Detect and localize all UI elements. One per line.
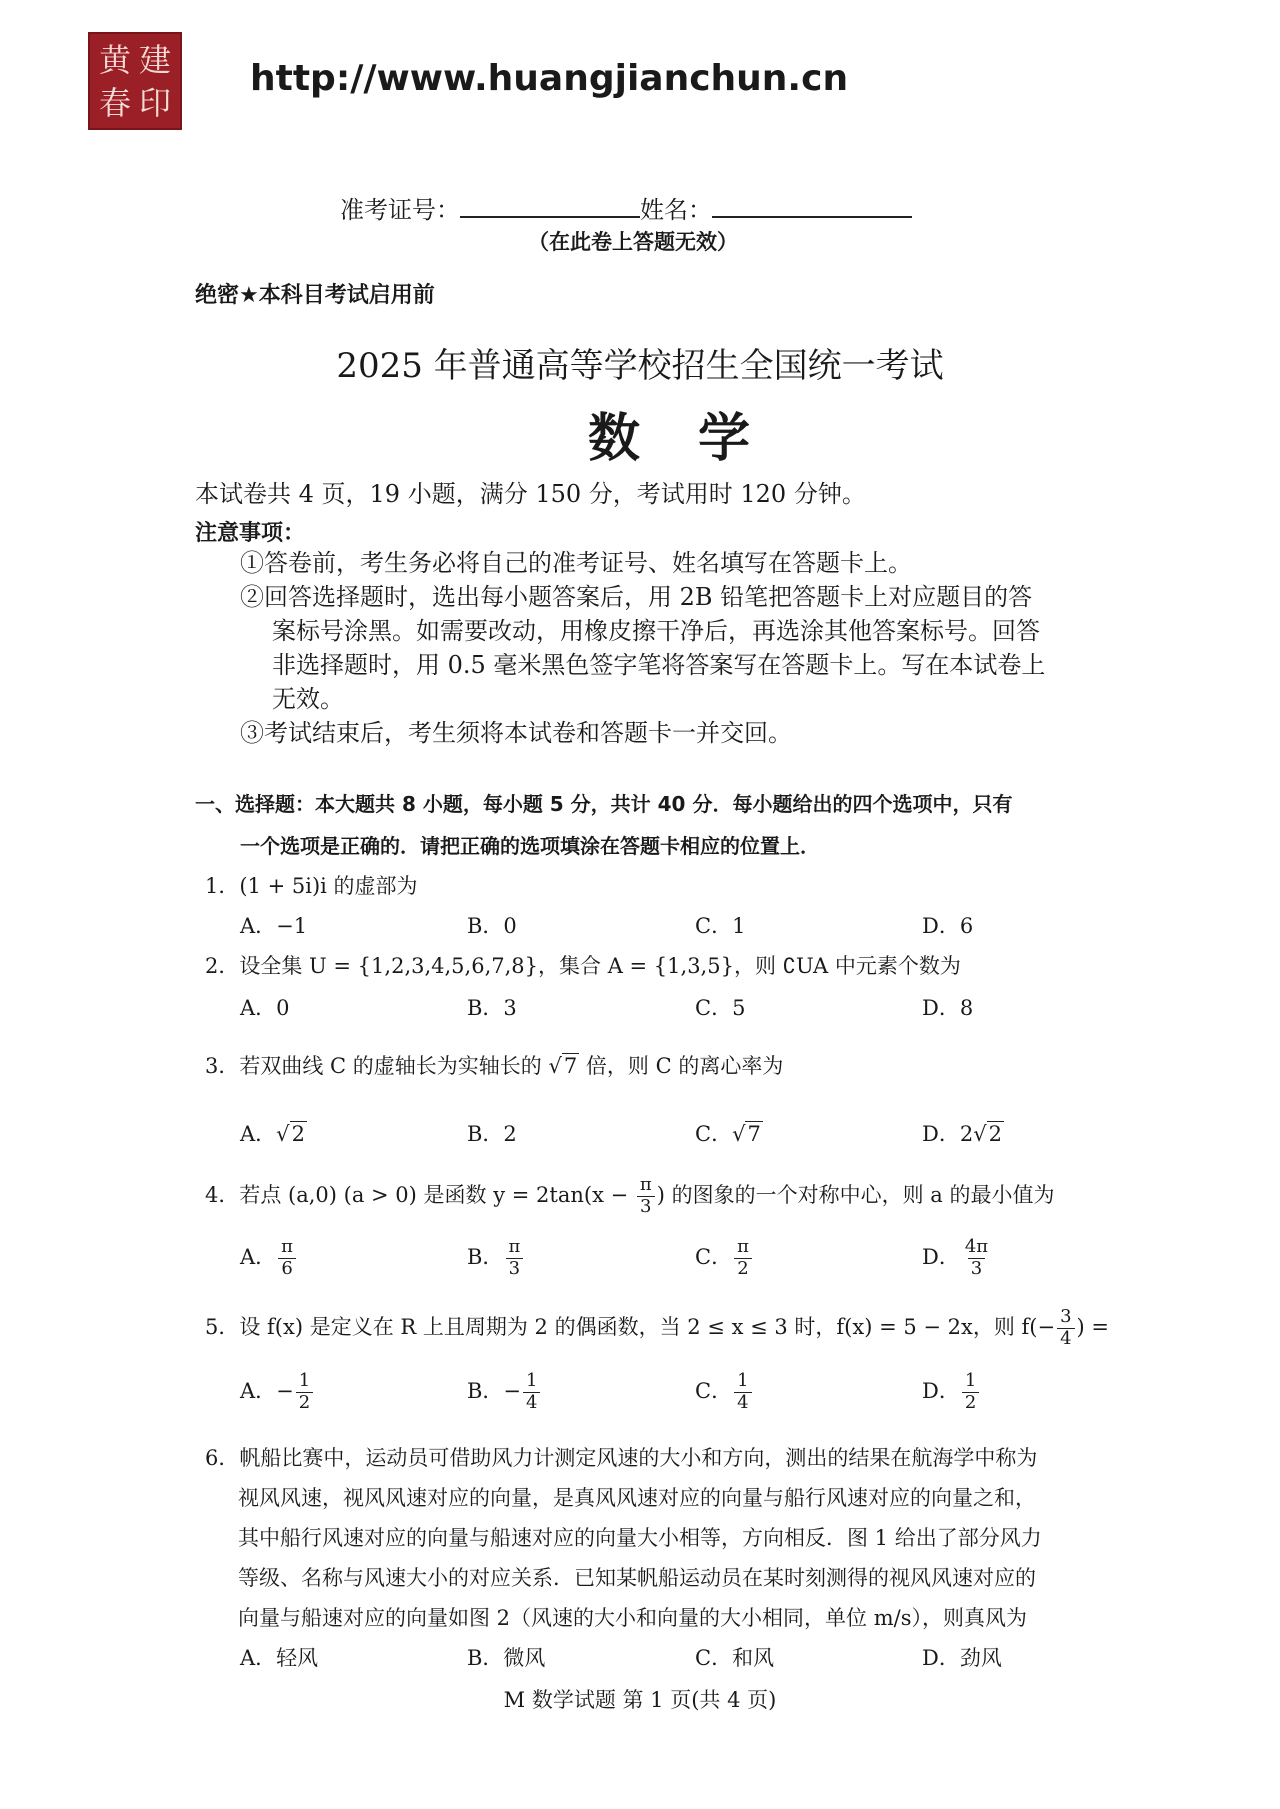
- question-1: 1．(1 + 5i)i 的虚部为: [205, 874, 418, 898]
- q6-option-b: B．微风: [467, 1646, 546, 1670]
- q3-option-d: D．2√2: [922, 1122, 1002, 1146]
- q4-option-c: C． $\frac{\pi}{2}$: [695, 1238, 754, 1279]
- q6-option-a: A．轻风: [240, 1646, 319, 1670]
- q3-option-a: A．√2: [240, 1122, 305, 1146]
- ticket-field: [460, 216, 640, 218]
- question-6-line4: 等级、名称与风速大小的对应关系．已知某帆船运动员在某时刻测得的视风风速对应的: [238, 1566, 1036, 1590]
- q3-option-b: B．2: [467, 1122, 517, 1146]
- q1-option-a: A．−1: [240, 914, 308, 938]
- q2-option-d: D．8: [922, 996, 974, 1020]
- q3-radicand: 7: [563, 1054, 578, 1078]
- notice-item-1: ①答卷前，考生务必将自己的准考证号、姓名填写在答题卡上。: [240, 549, 912, 577]
- section-heading-line1: 一、选择题：本大题共 8 小题，每小题 5 分，共计 40 分．每小题给出的四个选项中，只有: [195, 792, 1013, 816]
- question-6-line2: 视风风速，视风风速对应的向量，是真风风速对应的向量与船行风速对应的向量之和，: [238, 1486, 1036, 1510]
- question-6-line3: 其中船行风速对应的向量与船速对应的向量大小相等，方向相反．图 1 给出了部分风力: [238, 1526, 1042, 1550]
- name-label: 姓名：: [640, 196, 712, 224]
- notice-item-2c: 非选择题时，用 0.5 毫米黑色签字笔将答案写在答题卡上。写在本试卷上: [272, 651, 1046, 679]
- notice-item-2d: 无效。: [272, 685, 344, 713]
- q4-option-d: D． $\frac{4\pi}{3}$: [922, 1236, 989, 1279]
- notice-label: 注意事项：: [195, 521, 306, 546]
- q1-option-c: C．1: [695, 914, 746, 938]
- notice-item-3: ③考试结束后，考生须将本试卷和答题卡一并交回。: [240, 719, 792, 747]
- q4-option-a: A． $\frac{\pi}{6}$: [240, 1238, 298, 1279]
- q3-text-pre: 3．若双曲线 C 的虚轴长为实轴长的: [205, 1054, 549, 1078]
- q5-option-a: A．− $\frac{1}{2}$: [240, 1372, 315, 1413]
- name-field: [712, 216, 912, 218]
- ticket-name-row: [340, 190, 912, 225]
- secret-label: 绝密★本科目考试启用前: [195, 283, 435, 308]
- q5-option-d: D． $\frac{1}{2}$: [922, 1372, 981, 1413]
- exam-title: 2025 年普通高等学校招生全国统一考试: [336, 346, 944, 386]
- q4-fraction: $\frac{\pi}{3}$: [637, 1176, 655, 1217]
- question-4: [205, 1176, 1054, 1217]
- question-2: 2．设全集 U = {1,2,3,4,5,6,7,8}，集合 A = {1,3,5}，则 ∁UA 中元素个数为: [205, 954, 961, 978]
- sqrt-symbol: √7: [548, 1054, 578, 1078]
- question-6-line5: 向量与船速对应的向量如图 2（风速的大小和向量的大小相同，单位 m/s），则真风为: [238, 1606, 1027, 1630]
- seal-glyph: 建: [138, 40, 171, 79]
- q2-option-c: C．5: [695, 996, 746, 1020]
- q2-option-a: A．0: [240, 996, 290, 1020]
- q4-text-post: ) 的图象的一个对称中心，则 a 的最小值为: [656, 1182, 1055, 1207]
- q5-fraction: $\frac{3}{4}$: [1057, 1308, 1074, 1349]
- q5-option-c: C． $\frac{1}{4}$: [695, 1372, 754, 1413]
- intro-text: 本试卷共 4 页，19 小题，满分 150 分，考试用时 120 分钟。: [195, 480, 866, 508]
- ticket-label: 准考证号：: [340, 196, 460, 224]
- q1-option-d: D．6: [922, 914, 974, 938]
- seal-glyph: 印: [138, 83, 171, 122]
- q3-option-c: C．√7: [695, 1122, 761, 1146]
- question-3: [205, 1050, 783, 1080]
- q6-option-d: D．劲风: [922, 1646, 1002, 1670]
- q4-option-b: B． $\frac{\pi}{3}$: [467, 1238, 525, 1279]
- q4-text-pre: 4．若点 (a,0) (a > 0) 是函数 y = 2tan(x −: [205, 1182, 635, 1207]
- section-heading-line2: 一个选项是正确的．请把正确的选项填涂在答题卡相应的位置上．: [240, 834, 820, 858]
- page-footer: M 数学试题 第 1 页(共 4 页): [503, 1688, 777, 1712]
- invalid-note: （在此卷上答题无效）: [528, 230, 738, 254]
- subject-title: 数学: [587, 408, 808, 469]
- q6-option-c: C．和风: [695, 1646, 775, 1670]
- q2-option-b: B．3: [467, 996, 517, 1020]
- notice-item-2b: 案标号涂黑。如需要改动，用橡皮擦干净后，再选涂其他答案标号。回答: [272, 617, 1040, 645]
- q1-option-b: B．0: [467, 914, 517, 938]
- question-5: [205, 1308, 1109, 1349]
- site-url[interactable]: http://www.huangjianchun.cn: [250, 58, 849, 99]
- notice-item-2a: ②回答选择题时，选出每小题答案后，用 2B 铅笔把答题卡上对应题目的答: [240, 583, 1033, 611]
- q5-text-pre: 5．设 f(x) 是定义在 R 上且周期为 2 的偶函数，当 2 ≤ x ≤ 3 时，f(x) = 5 − 2x，则 f(−: [205, 1314, 1056, 1339]
- seal-logo: [88, 32, 182, 130]
- seal-glyph: 黄: [98, 40, 131, 79]
- q5-text-post: ) =: [1076, 1314, 1110, 1339]
- q5-option-b: B．− $\frac{1}{4}$: [467, 1372, 542, 1413]
- seal-glyph: 春: [98, 83, 131, 122]
- question-6-line1: 6．帆船比赛中，运动员可借助风力计测定风速的大小和方向，测出的结果在航海学中称为: [205, 1446, 1038, 1470]
- q3-text-post: 倍，则 C 的离心率为: [579, 1054, 784, 1078]
